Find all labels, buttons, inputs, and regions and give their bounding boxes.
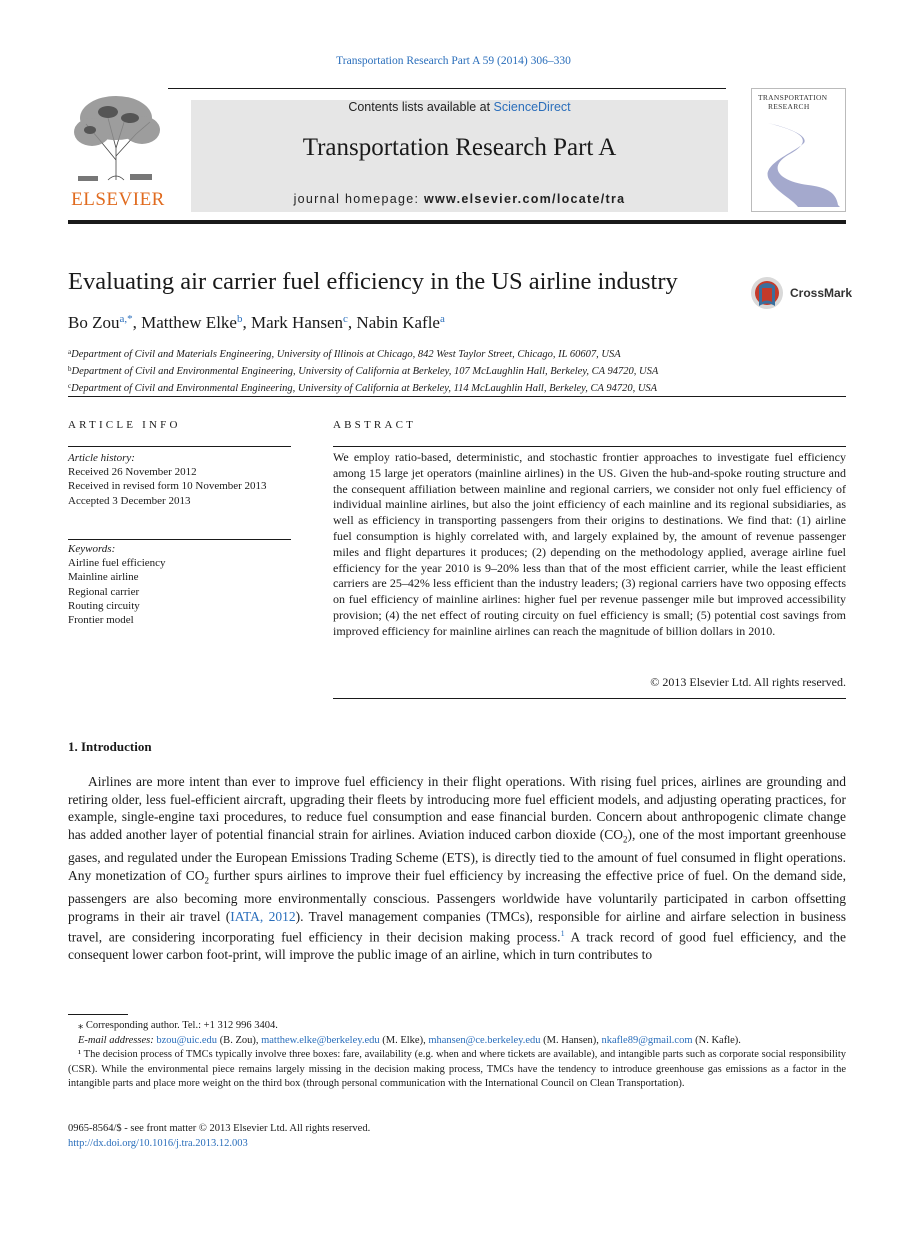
article-history (68, 451, 291, 508)
keyword: Routing circuity (68, 599, 140, 612)
footnote-rule (68, 1014, 128, 1015)
keyword: Frontier model (68, 614, 134, 627)
article-info-rule (68, 446, 291, 447)
author-affiliation-mark[interactable]: a (439, 313, 445, 325)
keyword: Regional carrier (68, 585, 140, 598)
doi-link[interactable]: http://dx.doi.org/10.1016/j.tra.2013.12.003 (68, 1137, 248, 1149)
affiliation: $^c$Department of Civil and Environmental Engineering, University of California at Berkeley, 114 McLaughlin Hall, Berkeley, CA 94720, USA (68, 382, 658, 394)
article-title: Evaluating air carrier fuel efficiency in the US airline industry (68, 268, 678, 295)
homepage-prefix: journal homepage: (293, 192, 425, 206)
crossmark-badge[interactable] (750, 276, 853, 310)
abstract-rule (333, 446, 846, 447)
journal-name: Transportation Research Part A (302, 134, 617, 161)
keywords-label: Keywords: (68, 543, 116, 555)
keyword: Mainline airline (68, 571, 139, 584)
crossmark-label: CrossMark (790, 286, 853, 300)
journal-citation[interactable]: Transportation Research Part A 59 (2014) 306–330 (336, 55, 571, 67)
issn-block (68, 1122, 370, 1151)
elsevier-wordmark: ELSEVIER (71, 189, 165, 210)
abstract-text: We employ ratio-based, deterministic, and stochastic frontier approaches to investigate fuel efficiency among 15 large jet operators (mainline airlines) in the US. Given the hub-and-spoke routing structure and the consequent affiliation between mainline and regional carriers, we consider not only fuel efficiency of individual mainline airlines, but also the joint efficiency of each mainline and its regional subsidiaries, as well as efficiency in transporting passengers from their origins to destinations. We find that: (1) airline fuel consumption is highly correlated with, and largely explained by, the amount of revenue passenger miles and flight departures it produces; (2) depending on the methodology applied, average airline fuel efficiency for the year 2010 is 9–20% less than that of the most efficient carrier, while the least efficient carriers are 25–42% less efficient than the industry leaders; (3) regional carriers have two opposing effects on fuel efficiency of mainline airlines: higher fuel per revenue passenger mile but improved accessibility provision; (4) the net effect of routing circuity on fuel efficiency is small; (5) potential cost savings from improved efficiency for mainline airlines can reach the magnitude of billion dollars in 2010. (333, 450, 846, 638)
affiliation: $^b$Department of Civil and Environmental Engineering, University of California at Berkeley, 107 McLaughlin Hall, Berkeley, CA 94720, USA (68, 365, 659, 377)
elsevier-logo (68, 88, 168, 208)
author-name[interactable]: Mark Hansen (250, 313, 344, 332)
abstract-bottom-rule (333, 698, 846, 699)
corresponding-author-note: ⁎ Corresponding author. Tel.: +1 312 996 3404. (78, 1020, 278, 1031)
header-thick-rule (68, 220, 846, 224)
crossmark-icon (750, 276, 784, 310)
keywords-rule (68, 539, 291, 540)
author-affiliation-mark[interactable]: b (236, 313, 243, 325)
author-affiliation-mark[interactable]: a,* (119, 313, 133, 325)
contents-line (191, 100, 728, 114)
abstract-heading: ABSTRACT (333, 419, 417, 431)
introduction-paragraph: Airlines are more intent than ever to improve fuel efficiency in their flight operations. With rising fuel prices, airlines are grounding and retiring older, less fuel-efficient aircraft, upgrading their fleets by introducing more fuel efficient models, and adjusting operating practices, for example, single-engine taxi procedures, to reduce fuel consumption and ease financial burden. Concern about anthropogenic climate change has added another layer of potential financial strain for airlines. Aviation induced carbon dioxide $(CO_2)$, one of the most important greenhouse gases, and regulated under the European Emissions Trading Scheme (ETS), is directly tied to the amount of fuel consumed in flight operations. Any monetization of $CO_2$ further spurs airlines to improve their fuel efficiency by increasing the effective price of fuel. On the demand side, passengers are also becoming more environmentally conscious. Passengers worldwide have voluntarily participated in carbon offsetting programs in their air travel (IATA, 2012). Travel management companies (TMCs), responsible for airline and airfare selection in business travel, are considering incorporating fuel efficiency in their decision making process.$^1$ A track record of good fuel efficiency, and the consequent lower carbon foot-print, will improve the public image of an airline, which in turn contributes to (68, 774, 846, 963)
journal-cover-thumbnail[interactable] (751, 88, 846, 212)
author-affiliation-mark[interactable]: c (343, 313, 348, 325)
article-info-heading: ARTICLE INFO (68, 419, 181, 431)
issn-line: 0965-8564/$ - see front matter © 2013 Elsevier Ltd. All rights reserved. (68, 1123, 371, 1134)
keyword: Airline fuel efficiency (68, 557, 166, 570)
author-name[interactable]: Matthew Elke (141, 313, 237, 332)
author-name[interactable]: Nabin Kafle (356, 313, 440, 332)
history-item: Received in revised form 10 November 2013 (68, 480, 267, 493)
citation-link[interactable]: IATA, 2012 (230, 908, 296, 924)
cover-title-line1: TRANSPORTATION (758, 93, 828, 102)
keywords (68, 542, 291, 627)
author-name[interactable]: Bo Zou (68, 313, 120, 332)
email-link[interactable]: mhansen@ce.berkeley.edu (428, 1034, 541, 1046)
journal-homepage (191, 192, 728, 206)
footnote-link[interactable]: 1 (560, 929, 565, 939)
section-heading-introduction: 1. Introduction (68, 739, 152, 754)
affiliation: $^a$Department of Civil and Materials Engineering, University of Illinois at Chicago, 842 West Taylor Street, Chicago, IL 60607, USA (68, 348, 621, 360)
homepage-url[interactable]: www.elsevier.com/locate/tra (424, 192, 626, 206)
footnote-1: ¹ The decision process of TMCs typically involve three boxes: fare, availability (e.g. when and where tickets are available), and intangible parts such as corporate social responsibility (CSR). While the environmental piece remains largely missing in the decision making process, TMCs have the tendency to introduce greenhouse gas emissions as a factor in the intangible parts and place more weight on the third box (through personal communication with the International Council on Clean Transportation). (68, 1049, 846, 1090)
email-link[interactable]: nkafle89@gmail.com (601, 1034, 693, 1046)
email-addresses: E-mail addresses: bzou@uic.edu (B. Zou), matthew.elke@berkeley.edu (M. Elke), mhansen@ce.berkeley.edu (M. Hansen), nkafle89@gmail.com (N. Kafle). (78, 1034, 741, 1046)
author-list: Bo Zou$^{a,*}$, Matthew Elke$^b$, Mark Hansen$^c$, Nabin Kafle$^a$ (68, 313, 445, 332)
cover-road-icon (758, 121, 840, 207)
affiliations (68, 345, 848, 396)
history-item: Accepted 3 December 2013 (68, 494, 191, 507)
history-label: Article history: (68, 452, 135, 464)
contents-prefix: Contents lists available at (348, 100, 494, 114)
sciencedirect-link[interactable]: ScienceDirect (493, 100, 571, 114)
email-link[interactable]: bzou@uic.edu (156, 1034, 218, 1046)
footnotes (68, 1019, 846, 1092)
email-link[interactable]: matthew.elke@berkeley.edu (261, 1034, 380, 1046)
abstract-copyright: © 2013 Elsevier Ltd. All rights reserved. (650, 675, 846, 689)
affiliation-rule (68, 396, 846, 397)
history-item: Received 26 November 2012 (68, 466, 197, 479)
cover-title (758, 93, 842, 119)
cover-title-line2: RESEARCH (768, 102, 810, 111)
